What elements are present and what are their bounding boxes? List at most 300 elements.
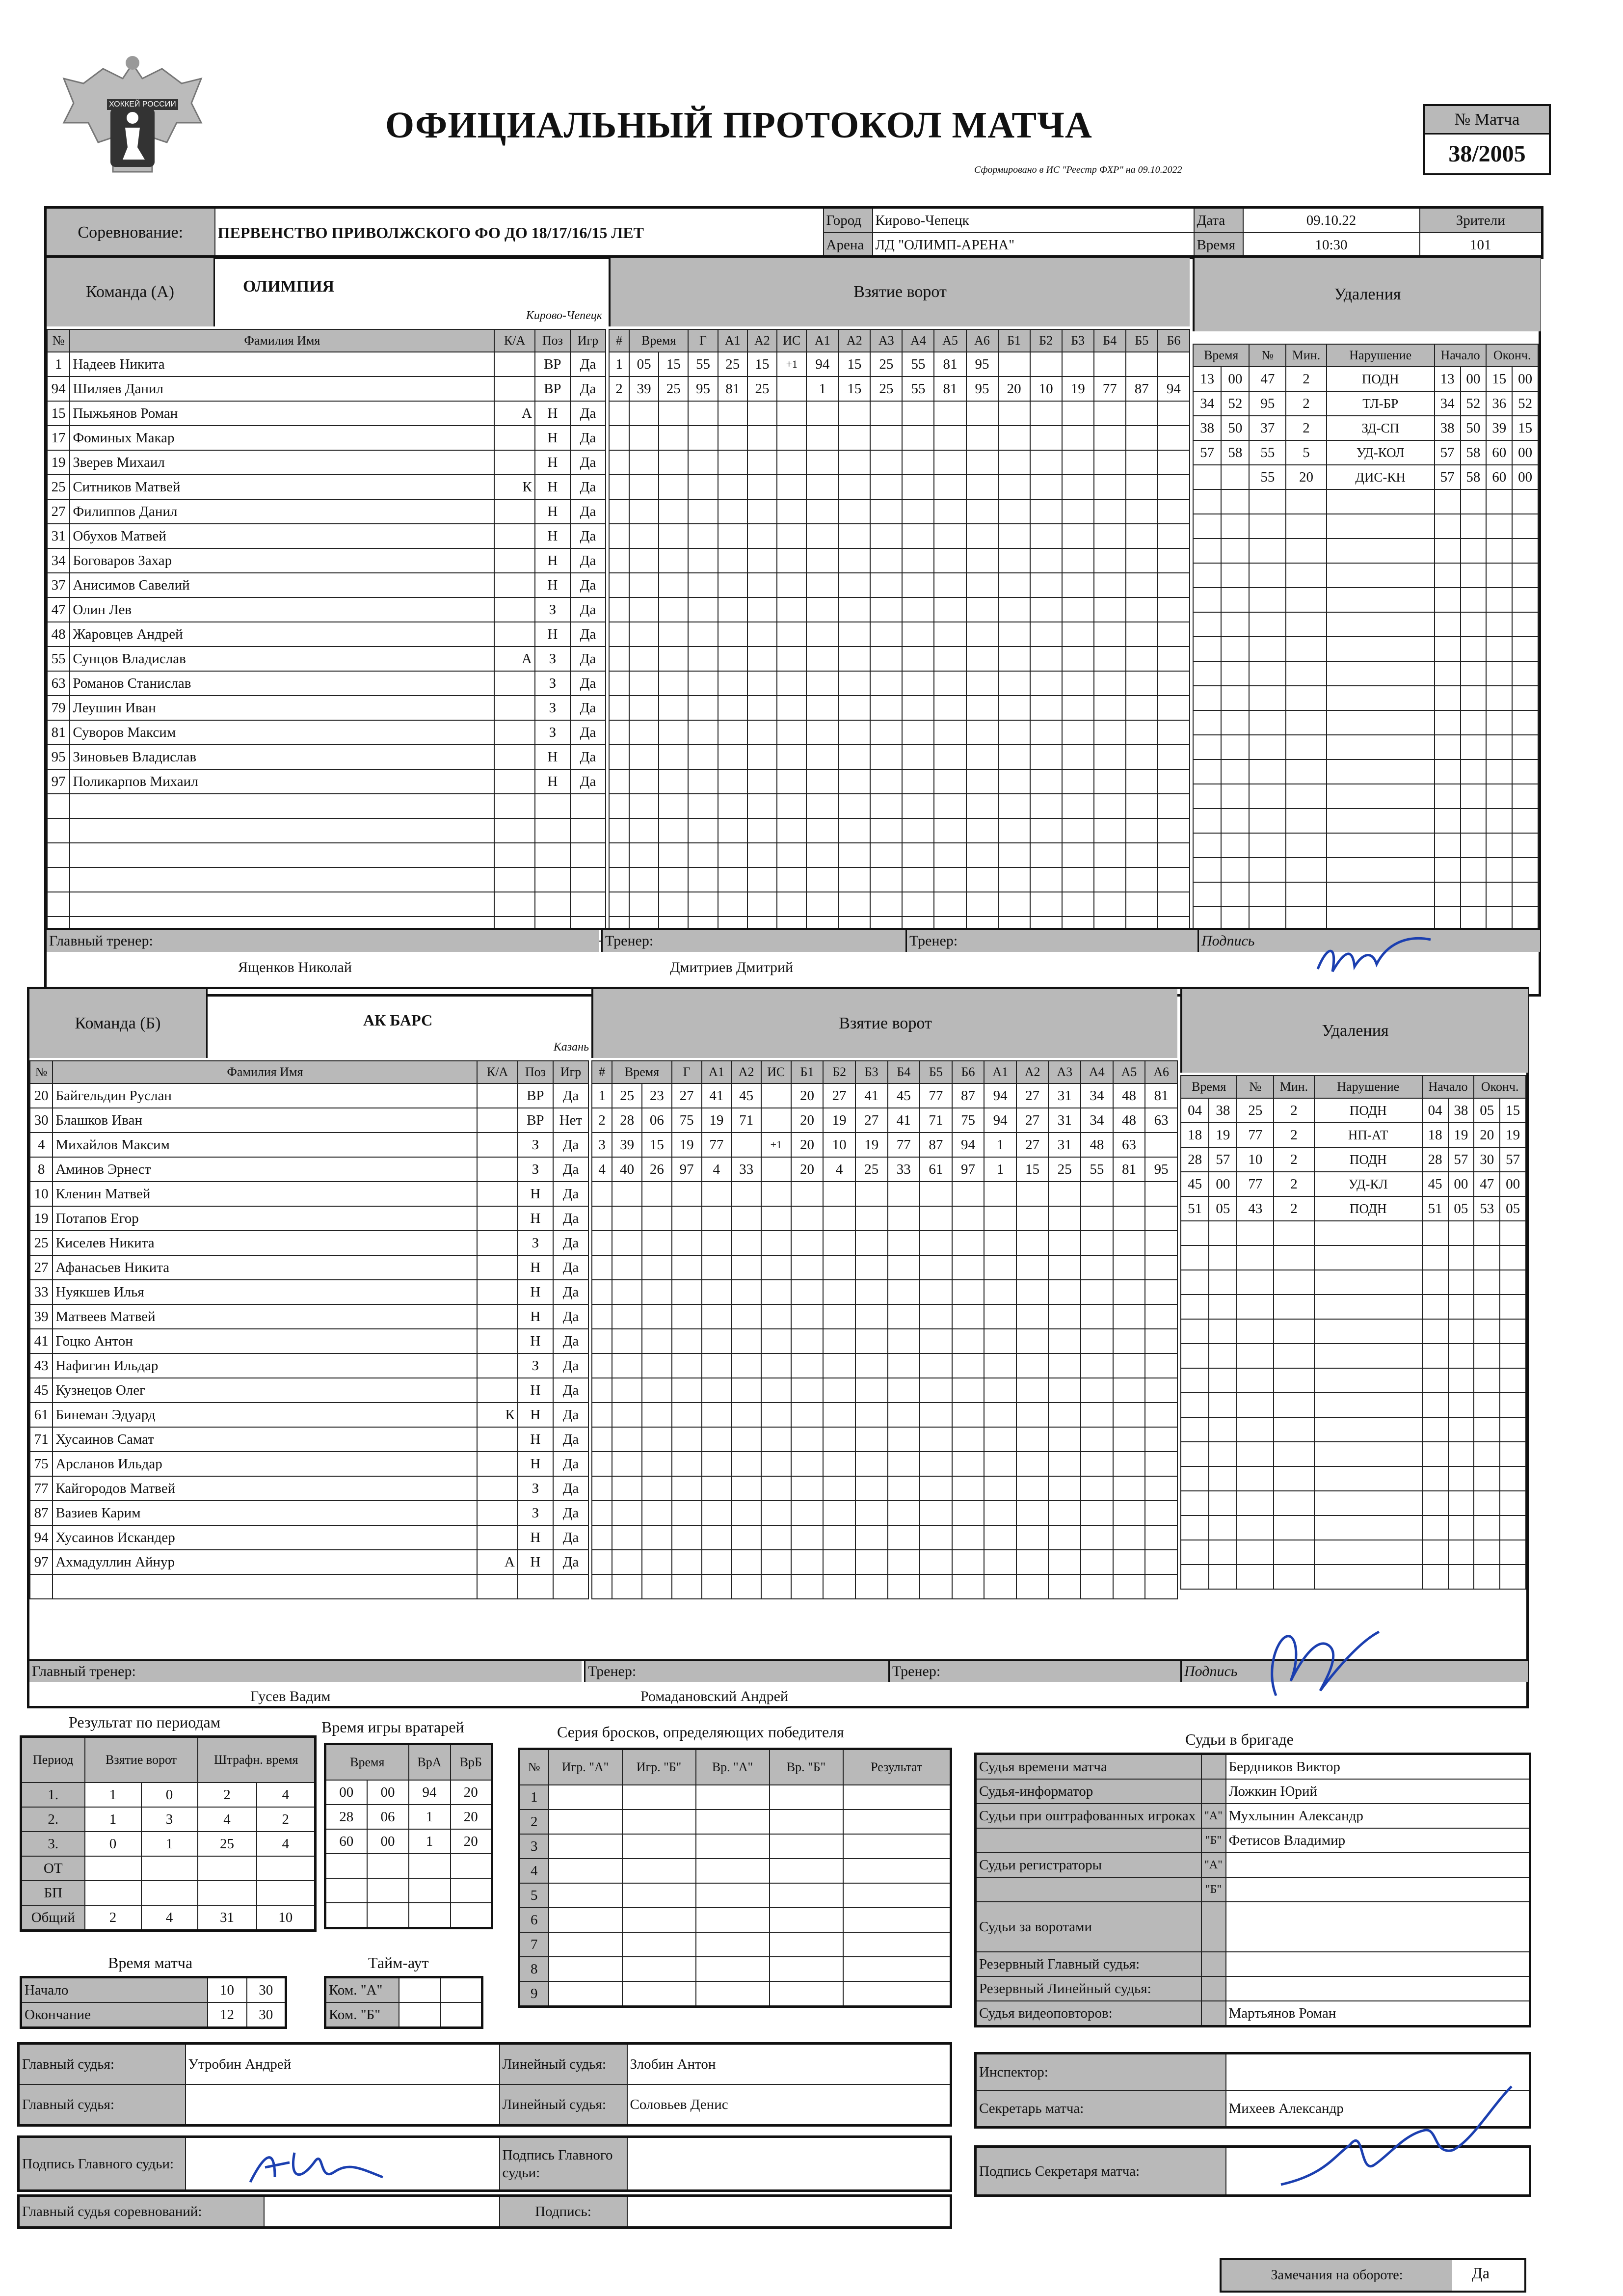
judge-name: Мухлынин Александр [1226, 1804, 1530, 1828]
goal-cell [998, 524, 1030, 548]
player-name: Ситников Матвей [70, 475, 494, 499]
penalty-cell [1209, 1393, 1237, 1417]
goal-cell [838, 818, 870, 843]
period-value: 4 [198, 1807, 257, 1832]
shootout-cell [549, 1859, 622, 1883]
goal-cell [888, 1353, 920, 1378]
goal-cell [984, 1206, 1016, 1231]
penalty-cell [1274, 1565, 1314, 1589]
penalty-cell [1237, 1466, 1274, 1491]
penalties-header-cell: Оконч. [1474, 1076, 1526, 1098]
goal-cell [1048, 1476, 1081, 1501]
penalty-cell [1193, 563, 1221, 588]
goal-cell: 41 [702, 1083, 732, 1108]
goal-cell [823, 1378, 855, 1403]
goal-cell [870, 622, 902, 647]
player-played: Да [553, 1304, 588, 1329]
goal-cell [966, 818, 998, 843]
goal-cell [1081, 1206, 1113, 1231]
penalty-cell [1435, 809, 1461, 833]
goal-cell [1062, 818, 1094, 843]
goal-cell [966, 524, 998, 548]
on-ice-player: 94 [806, 352, 838, 377]
goal-cell [731, 1403, 761, 1427]
goal-cell [1062, 867, 1094, 892]
goal-cell [1158, 745, 1190, 769]
penalty-row [1193, 588, 1538, 612]
player-name: Потапов Егор [53, 1206, 477, 1231]
goal-cell [747, 769, 777, 794]
goal-cell [806, 622, 838, 647]
penalty-cell [1512, 784, 1538, 809]
goal-row [592, 1501, 1177, 1525]
penalty-cell [1209, 1368, 1237, 1393]
goal-cell [1030, 401, 1062, 426]
goal-cell [747, 818, 777, 843]
goal-cell [672, 1550, 702, 1574]
goal-cell [642, 1403, 672, 1427]
penalty-cell [1327, 809, 1435, 833]
penalty-cell [1422, 1417, 1448, 1442]
main-referee-2 [186, 2084, 500, 2126]
arena-value: ЛД "ОЛИМП-АРЕНА" [873, 233, 1194, 258]
goal-cell [984, 1255, 1016, 1280]
goal-cell [718, 843, 747, 867]
goal-cell [629, 696, 659, 720]
on-ice-player: 25 [1048, 1157, 1081, 1182]
player-number [47, 818, 70, 843]
player-position: З [535, 671, 570, 696]
penalty-cell: 10 [1237, 1147, 1274, 1172]
goal-cell [791, 1353, 824, 1378]
goal-cell [966, 696, 998, 720]
goal-cell [609, 450, 629, 475]
goal-cell [702, 1550, 732, 1574]
shootout-cell [696, 1785, 770, 1810]
shootout-number: 6 [519, 1908, 549, 1932]
on-ice-player: 87 [920, 1133, 952, 1157]
goal-cell [761, 1353, 791, 1378]
goal-cell [870, 720, 902, 745]
player-name: Филиппов Данил [70, 499, 494, 524]
penalty-cell [1461, 735, 1487, 759]
judge-name: Мартьянов Роман [1226, 2001, 1530, 2026]
penalty-cell: 13 [1193, 367, 1221, 391]
goalie-row [325, 1829, 492, 1854]
player-position: Н [535, 573, 570, 597]
team-b-label: Команда (Б) [29, 989, 208, 1058]
penalty-cell [1512, 735, 1538, 759]
goal-row [609, 622, 1190, 647]
goal-cell [672, 1255, 702, 1280]
penalty-cell [1474, 1245, 1500, 1270]
goal-cell [902, 696, 934, 720]
goals-header-cell: ИС [761, 1061, 791, 1083]
goal-cell [731, 1231, 761, 1255]
goals-header-cell: А2 [731, 1061, 761, 1083]
goal-cell [806, 818, 838, 843]
shootout-cell [696, 1859, 770, 1883]
goal-row [592, 1280, 1177, 1304]
goal-cell [629, 892, 659, 917]
goal-cell [1030, 597, 1062, 622]
player-position: Н [518, 1304, 553, 1329]
team-a-name: ОЛИМПИЯ [243, 277, 335, 296]
goal-cell [952, 1231, 984, 1255]
penalty-cell [1448, 1466, 1474, 1491]
goal-cell [718, 720, 747, 745]
goal-cell [902, 524, 934, 548]
goal-cell [934, 892, 966, 917]
goal-cell [747, 647, 777, 671]
penalty-cell: 05 [1474, 1098, 1500, 1123]
goal-cell [1081, 1280, 1113, 1304]
goal-cell [1094, 475, 1126, 499]
penalty-cell [1435, 661, 1461, 686]
logo [54, 49, 211, 196]
main-referee-1-label: Главный судья: [19, 2044, 186, 2085]
goal-cell [902, 597, 934, 622]
roster-row [47, 499, 606, 524]
goal-cell [592, 1501, 612, 1525]
goal-cell [1113, 1280, 1145, 1304]
goal-cell [777, 475, 806, 499]
penalties-header-cell: № [1237, 1076, 1274, 1098]
goalie-row [325, 1780, 492, 1805]
player-position: ВР [518, 1108, 553, 1133]
goal-cell [1030, 499, 1062, 524]
penalty-cell [1500, 1245, 1526, 1270]
goal-cell [592, 1353, 612, 1378]
penalty-cell [1448, 1344, 1474, 1368]
penalty-cell [1512, 588, 1538, 612]
goal-cell [642, 1378, 672, 1403]
penalty-cell [1181, 1344, 1209, 1368]
player-position: Н [518, 1378, 553, 1403]
penalty-cell [1435, 686, 1461, 710]
goal-cell [592, 1182, 612, 1206]
goal-cell [777, 696, 806, 720]
team-b-coach2-label: Тренер: [888, 1661, 1182, 1682]
penalty-cell [1486, 489, 1512, 514]
player-position [535, 892, 570, 917]
goal-cell [777, 524, 806, 548]
penalty-cell [1314, 1245, 1422, 1270]
penalty-cell [1512, 759, 1538, 784]
penalty-row [1181, 1515, 1526, 1540]
penalty-cell [1461, 759, 1487, 784]
penalty-cell: 19 [1448, 1123, 1474, 1147]
chief-referee-label: Главный судья соревнований: [19, 2196, 264, 2228]
goal-cell [702, 1378, 732, 1403]
goal-cell [1048, 1255, 1081, 1280]
team-a-header [47, 258, 606, 326]
goals-header-cell: А3 [870, 329, 902, 352]
goal-cell [1062, 548, 1094, 573]
goal-cell [1126, 499, 1158, 524]
penalty-cell [1486, 539, 1512, 563]
match-number-box [1423, 104, 1551, 175]
goal-row [609, 769, 1190, 794]
player-number: 71 [30, 1427, 53, 1452]
shootout-cell [770, 1957, 843, 1981]
on-ice-player: 55 [902, 352, 934, 377]
goal-cell [823, 1206, 855, 1231]
penalty-cell: 38 [1193, 416, 1221, 440]
penalty-cell [1221, 588, 1249, 612]
judge-row [976, 1804, 1530, 1828]
goal-cell [870, 818, 902, 843]
goal-cell [612, 1280, 642, 1304]
goal-situation [761, 1157, 791, 1182]
penalty-cell [1286, 710, 1327, 735]
player-role [477, 1427, 517, 1452]
goal-cell [672, 1231, 702, 1255]
player-played [553, 1574, 588, 1599]
player-played: Да [570, 426, 606, 450]
goals-header-cell: А3 [1048, 1061, 1081, 1083]
penalty-cell: 20 [1474, 1123, 1500, 1147]
penalty-cell: 2 [1274, 1196, 1314, 1221]
goal-cell [998, 671, 1030, 696]
goal-cell [870, 499, 902, 524]
player-played: Да [553, 1206, 588, 1231]
goal-cell [855, 1427, 888, 1452]
goal-cell [659, 794, 688, 818]
goal-cell [902, 548, 934, 573]
player-number: 33 [30, 1280, 53, 1304]
goal-cell [791, 1231, 824, 1255]
goal-cell [609, 671, 629, 696]
goal-cell: 71 [731, 1108, 761, 1133]
penalty-row [1193, 809, 1538, 833]
penalty-cell [1474, 1344, 1500, 1368]
goalie-value: 20 [451, 1805, 492, 1829]
player-role [477, 1452, 517, 1476]
penalty-row [1181, 1417, 1526, 1442]
penalty-cell [1193, 465, 1221, 489]
player-played: Да [570, 499, 606, 524]
penalty-cell [1474, 1270, 1500, 1295]
goal-cell [806, 843, 838, 867]
penalty-row [1193, 858, 1538, 882]
player-role [494, 769, 534, 794]
goals-header-cell: Б6 [952, 1061, 984, 1083]
shootout-row [519, 1883, 951, 1908]
player-position: З [518, 1353, 553, 1378]
goal-cell: 25 [659, 377, 688, 401]
penalty-cell [1221, 882, 1249, 907]
goal-cell [777, 720, 806, 745]
goal-cell [1016, 1476, 1049, 1501]
goal-cell [761, 1378, 791, 1403]
goals-header-cell: Б1 [791, 1061, 824, 1083]
period-row [21, 1832, 316, 1856]
roster-header [30, 1061, 588, 1083]
player-name: Байгельдин Руслан [53, 1083, 477, 1108]
goal-cell [1030, 720, 1062, 745]
penalty-cell [1193, 735, 1221, 759]
goal-cell [629, 426, 659, 450]
penalty-cell [1512, 539, 1538, 563]
goal-cell [1030, 843, 1062, 867]
goal-row [609, 647, 1190, 671]
penalty-cell [1448, 1319, 1474, 1344]
team-b-roster [29, 1060, 589, 1599]
goal-cell [777, 573, 806, 597]
penalty-cell: 2 [1274, 1172, 1314, 1196]
goal-cell: 3 [592, 1133, 612, 1157]
on-ice-player: 95 [1145, 1157, 1177, 1182]
goal-cell [966, 597, 998, 622]
player-role [494, 499, 534, 524]
goal-cell [1145, 1403, 1177, 1427]
goal-cell [806, 597, 838, 622]
penalty-cell [1286, 489, 1327, 514]
penalty-cell: 60 [1486, 465, 1512, 489]
goal-cell [731, 1501, 761, 1525]
goal-cell [1030, 818, 1062, 843]
goal-cell [1113, 1378, 1145, 1403]
goal-cell [855, 1476, 888, 1501]
penalty-cell [1209, 1540, 1237, 1565]
goals-header-cell: А1 [984, 1061, 1016, 1083]
on-ice-player: 27 [855, 1108, 888, 1133]
penalty-cell [1209, 1491, 1237, 1515]
goal-cell [934, 573, 966, 597]
goal-cell [1126, 647, 1158, 671]
goal-cell [1158, 647, 1190, 671]
goal-cell [998, 401, 1030, 426]
penalty-cell [1193, 784, 1221, 809]
period-value [141, 1881, 198, 1905]
goal-cell [592, 1403, 612, 1427]
goalie-value [367, 1854, 409, 1878]
goal-row [592, 1550, 1177, 1574]
goal-cell [702, 1255, 732, 1280]
goal-cell [1062, 696, 1094, 720]
goal-cell [659, 696, 688, 720]
player-role [494, 352, 534, 377]
goal-cell [966, 622, 998, 647]
penalty-cell [1486, 563, 1512, 588]
goal-cell [1158, 401, 1190, 426]
player-name [70, 867, 494, 892]
penalty-cell [1209, 1417, 1237, 1442]
goal-cell [688, 818, 718, 843]
penalty-cell [1461, 809, 1487, 833]
roster-row [30, 1574, 588, 1599]
goal-cell [838, 696, 870, 720]
goalie-value: 00 [367, 1829, 409, 1854]
penalty-cell: 52 [1221, 391, 1249, 416]
player-role [494, 450, 534, 475]
goal-cell [984, 1501, 1016, 1525]
goal-cell [888, 1329, 920, 1353]
goal-cell [659, 769, 688, 794]
goalie-header-cell: ВрА [409, 1744, 451, 1781]
penalty-cell [1181, 1491, 1209, 1515]
goals-header-cell: А1 [718, 329, 747, 352]
penalty-cell [1237, 1319, 1274, 1344]
penalty-cell [1500, 1368, 1526, 1393]
goal-row [592, 1329, 1177, 1353]
goal-cell [1113, 1550, 1145, 1574]
penalty-cell [1314, 1540, 1422, 1565]
shootout-cell [622, 1883, 696, 1908]
penalty-cell [1500, 1344, 1526, 1368]
player-role [494, 794, 534, 818]
goal-cell [902, 769, 934, 794]
goal-cell [1081, 1476, 1113, 1501]
goal-row [592, 1525, 1177, 1550]
player-role [477, 1206, 517, 1231]
penalty-cell [1193, 612, 1221, 637]
goal-cell [1016, 1280, 1049, 1304]
goal-cell [629, 769, 659, 794]
player-played: Да [570, 548, 606, 573]
goal-row [609, 745, 1190, 769]
shootout-cell [696, 1810, 770, 1834]
roster-header-cell: № [30, 1061, 53, 1083]
goal-row [609, 475, 1190, 499]
goal-row [609, 671, 1190, 696]
roster-row [30, 1378, 588, 1403]
shootout-row [519, 1932, 951, 1957]
goal-cell [998, 573, 1030, 597]
goal-cell [1094, 745, 1126, 769]
player-role [494, 843, 534, 867]
shootout-cell [843, 1834, 951, 1859]
goal-row [609, 499, 1190, 524]
goal-cell [838, 769, 870, 794]
penalty-cell [1327, 784, 1435, 809]
player-position: Н [535, 622, 570, 647]
goal-cell [902, 794, 934, 818]
penalty-cell [1314, 1221, 1422, 1245]
goal-cell [1126, 745, 1158, 769]
penalty-cell [1327, 661, 1435, 686]
goal-cell [642, 1231, 672, 1255]
goal-cell [920, 1403, 952, 1427]
player-name: Суворов Максим [70, 720, 494, 745]
goal-cell [672, 1182, 702, 1206]
goal-cell [952, 1427, 984, 1452]
penalty-cell [1422, 1344, 1448, 1368]
team-a-coach: Дмитриев Дмитрий [670, 959, 794, 975]
goal-row [592, 1206, 1177, 1231]
team-b-signature-label: Подпись [1180, 1661, 1528, 1682]
goal-cell [1081, 1353, 1113, 1378]
penalty-cell [1249, 489, 1286, 514]
goal-cell [1048, 1501, 1081, 1525]
shootout-cell [770, 1883, 843, 1908]
goal-cell [659, 867, 688, 892]
on-ice-player: 1 [984, 1157, 1016, 1182]
penalty-cell: 13 [1435, 367, 1461, 391]
player-number: 10 [30, 1182, 53, 1206]
goal-cell [747, 426, 777, 450]
team-b-coach: Ромадановский Андрей [640, 1688, 788, 1704]
match-number-label: № Матча [1425, 106, 1549, 135]
goal-cell [1062, 794, 1094, 818]
penalty-cell [1286, 759, 1327, 784]
goal-cell [888, 1452, 920, 1476]
penalty-cell [1193, 686, 1221, 710]
penalty-cell [1500, 1417, 1526, 1442]
goals-header-cell: Г [688, 329, 718, 352]
penalty-cell [1221, 686, 1249, 710]
